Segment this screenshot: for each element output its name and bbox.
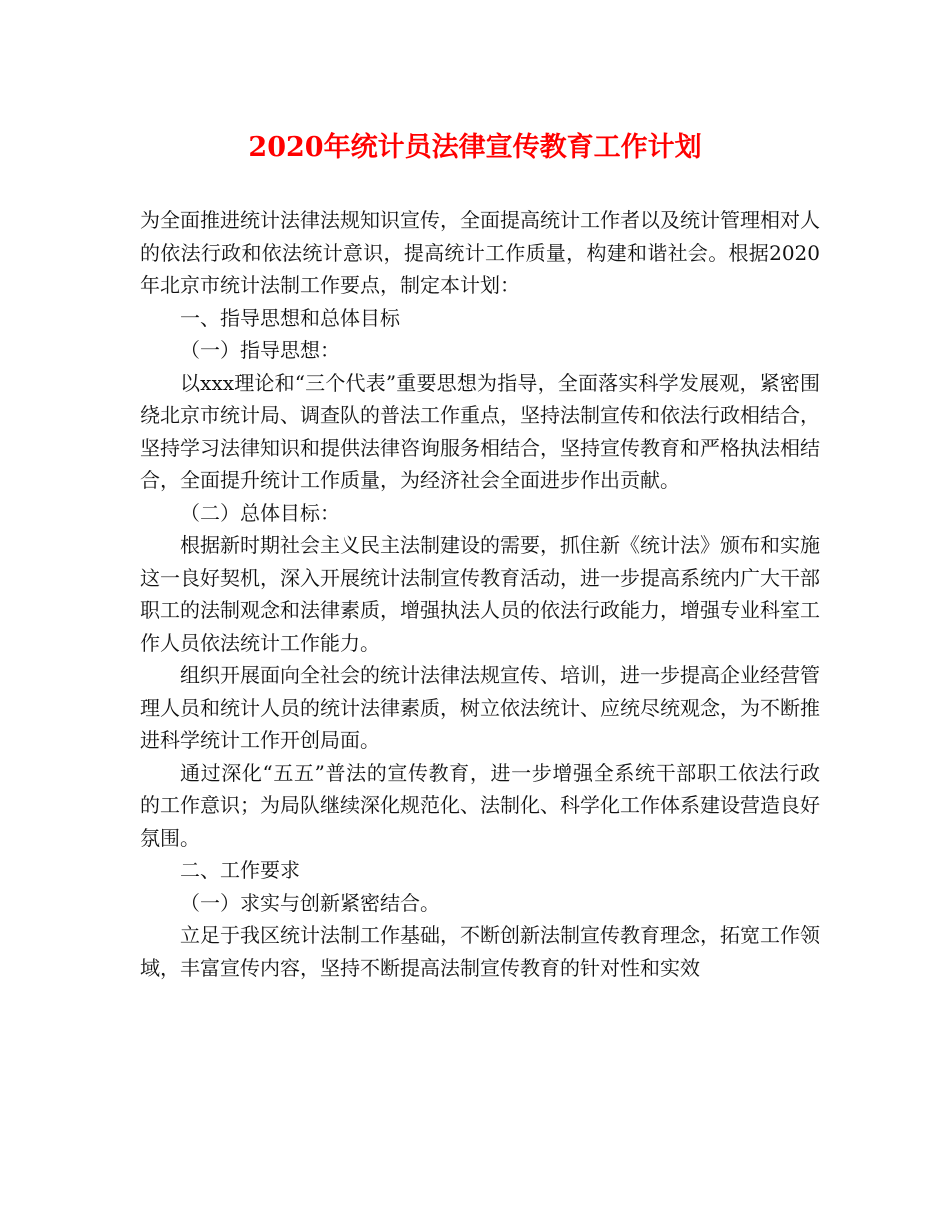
paragraph: 为全面推进统计法律法规知识宣传，全面提高统计工作者以及统计管理相对人的依法行政和依法统计意识，提高统计工作质量，构建和谐社会。根据2020年北京市统计法制工作要点，制定本计划： [140,208,820,297]
document-body [140,204,820,984]
subsection-heading: （二）总体目标： [180,500,340,525]
paragraph: 通过深化“五五”普法的宣传教育，进一步增强全系统干部职工依法行政的工作意识；为局队继续深化规范化、法制化、科学化工作体系建设营造良好氛围。 [140,760,820,850]
paragraph: 根据新时期社会主义民主法制建设的需要，抓住新《统计法》颁布和实施这一良好契机，深入开展统计法制宣传教育活动，进一步提高系统内广大干部职工的法制观念和法律素质，增强执法人员的依法行政能力，增强专业科室工作人员依法统计工作能力。 [140,533,820,655]
section-heading: 一、指导思想和总体目标 [180,305,400,330]
subsection-heading: （一）求实与创新紧密结合。 [180,890,440,915]
subsection-heading: （一）指导思想： [180,338,340,362]
paragraph: 组织开展面向全社会的统计法律法规宣传、培训，进一步提高企业经营管理人员和统计人员的统计法律素质，树立依法统计、应统尽统观念，为不断推进科学统计工作开创局面。 [140,663,820,752]
paragraph: 立足于我区统计法制工作基础，不断创新法制宣传教育理念，拓宽工作领域，丰富宣传内容，坚持不断提高法制宣传教育的针对性和实效 [140,923,820,980]
paragraph: 以xxx理论和“三个代表”重要思想为指导，全面落实科学发展观，紧密围绕北京市统计局、调查队的普法工作重点，坚持法制宣传和依法行政相结合，坚持学习法律知识和提供法律咨询服务相结合，坚持宣传教育和严格执法相结合，全面提升统计工作质量，为经济社会全面进步作出贡献。 [140,370,820,492]
document-title: 2020年统计员法律宣传教育工作计划 [248,132,702,163]
section-heading: 二、工作要求 [180,858,300,882]
